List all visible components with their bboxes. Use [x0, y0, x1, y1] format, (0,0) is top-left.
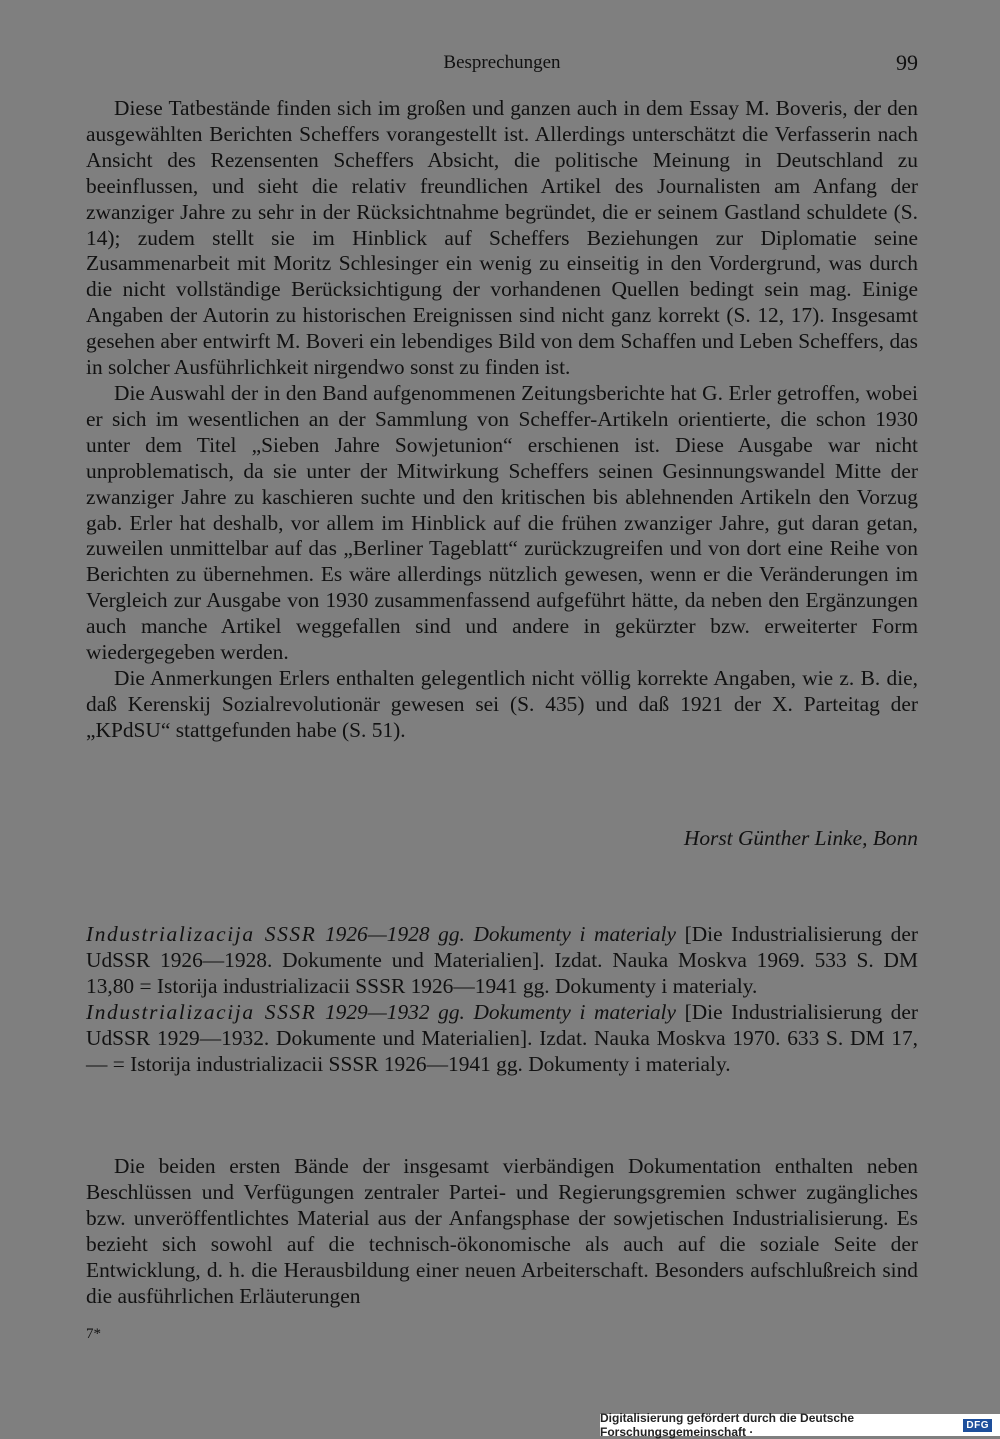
page-number: 99 [896, 50, 918, 75]
digitization-footer [600, 1411, 1000, 1439]
bibliography [86, 922, 918, 1077]
review-paragraph-3: Die Anmerkungen Erlers enthalten gelegentlich nicht völlig korrekte Angaben, wie z. B. die, daß Kerenskij Sozialrevolutionär gewesen sei (S. 435) und daß 1921 der X. Parteitag der „KPdSU“ stattgefunden habe (S. 51). [86, 665, 918, 742]
dfg-logo-icon: DFG [963, 1419, 992, 1432]
second-review-paragraph-1: Die beiden ersten Bände der insgesamt vierbändigen Dokumentation enthalten neben Beschlüssen und Verfügungen zentraler Partei- und Regierungsgremien schwer zugängliches bzw. unveröffentlichtes Material aus der Anfangsphase der sowjetischen Industrialisierung. Es bezieht sich sowohl auf die technisch-ökonomische als auch auf die soziale Seite der Entwicklung, d. h. die Herausbildung einer neuen Arbeiterschaft. Besonders aufschlußreich sind die ausführlichen Erläuterungen [86, 1154, 918, 1308]
volume-title: 1926—1928 gg. Dokumenty i materialy [324, 922, 676, 946]
page-header [86, 50, 918, 80]
bibliography-entry-2 [86, 1000, 918, 1078]
series-title: Industrializacija SSSR [86, 999, 317, 1024]
bibliography-entry-1 [86, 922, 918, 1000]
review-paragraph-2: Die Auswahl der in den Band aufgenommenen Zeitungsberichte hat G. Erler getroffen, wobei er sich im wesentlichen an der Sammlung von Scheffer-Artikeln orientierte, die schon 1930 unter dem Titel „Sieben Jahre Sowjetunion“ erschienen ist. Diese Ausgabe war nicht unproblematisch, da sie unter der Mitwirkung Scheffers seinen Gesinnungswandel Mitte der zwanziger Jahre zu kaschieren suchte und den kritischen bis ablehnenden Artikeln den Vorzug gab. Erler hat deshalb, vor allem im Hinblick auf die frühen zwanziger Jahre, gut daran getan, zuweilen unmittelbar auf das „Berliner Tageblatt“ zurückzugreifen und von dort eine Reihe von Berichten zu übernehmen. Es wäre allerdings nützlich gewesen, wenn er die Veränderungen im Vergleich zur Ausgabe von 1930 zusammenfassend aufgeführt hätte, da neben den Ergänzungen auch manche Artikel weggefallen sind und andere in gekürzter bzw. erweiterter Form wiedergegeben werden. [86, 380, 918, 665]
review-paragraph-1: Diese Tatbestände finden sich im großen und ganzen auch in dem Essay M. Boveris, der den ausgewählten Berichten Scheffers vorangestellt ist. Allerdings unterschätzt die Verfasserin nach Ansicht des Rezensenten Scheffers Absicht, die politische Meinung in Deutschland zu beeinflussen, und sieht die relativ freundlichen Artikel des Journalisten am Anfang der zwanziger Jahre zu sehr in der Rücksichtnahme begründet, die er seinem Gastland schuldete (S. 14); zudem stellt sie im Hinblick auf Scheffers Beziehungen zur Diplomatie seine Zusammenarbeit mit Moritz Schlesinger ein wenig zu einseitig in den Vordergrund, was durch die nicht vollständige Berücksichtigung der vorhandenen Quellen bedingt sein mag. Einige Angaben der Autorin zu historischen Ereignissen sind nicht ganz korrekt (S. 12, 17). Insgesamt gesehen aber entwirft M. Boveri ein lebendiges Bild von dem Schaffen und Leben Scheffers, das in solcher Ausführlichkeit nirgendwo sonst zu finden ist. [86, 96, 918, 380]
volume-title: 1929—1932 gg. Dokumenty i materialy [324, 999, 676, 1024]
series-title: Industrializacija SSSR [86, 922, 317, 946]
running-title: Besprechungen [443, 52, 561, 73]
entry-details: [Die Industrialisierung der UdSSR 1926—1928. Dokumente und Materialien]. Izdat. Nauka Moskva 1969. 533 S. DM 13,80 = Istorija industrializacii SSSR 1926—1941 gg. Dokumenty i materialy. [86, 922, 918, 998]
review-body [86, 96, 918, 744]
footer-credit: Digitalisierung gefördert durch die Deutsche Forschungsgemeinschaft · [600, 1411, 855, 1439]
reviewer-signature: Horst Günther Linke, Bonn [683, 826, 918, 850]
entry-details: [Die Industrialisierung der UdSSR 1929—1932. Dokumente und Materialien]. Izdat. Nauka Moskva 1970. 633 S. DM 17,— = Istorija industrializacii SSSR 1926—1941 gg. Dokumenty i materialy. [86, 999, 918, 1076]
second-review-body [86, 1154, 918, 1309]
signature-mark: 7* [86, 1326, 101, 1342]
